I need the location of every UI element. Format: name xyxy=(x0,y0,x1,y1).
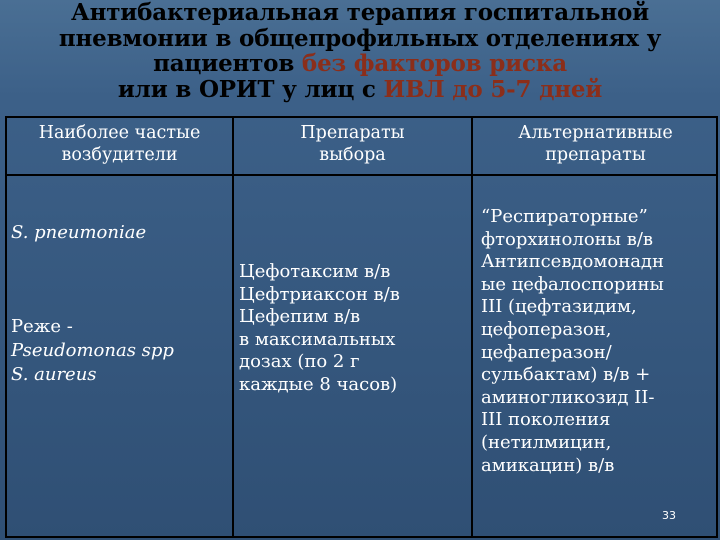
pathogen-pseudomonas xyxy=(11,340,174,363)
alt-line-12: амикацин) в/в xyxy=(481,454,615,476)
alt-line-1: “Респираторные” xyxy=(481,206,648,227)
title-line-4 xyxy=(0,77,720,103)
drug-dose-line-3: каждые 8 часов) xyxy=(239,373,398,395)
pathogen-rare-label: Реже - xyxy=(11,316,73,337)
alt-line-11: (нетилмицин, xyxy=(481,431,612,453)
pathogen-s-pneumoniae: S. pneumoniae xyxy=(11,222,147,243)
drug-ceftriaxone: Цефтриаксон в/в xyxy=(239,283,400,305)
alt-line-9: аминогликозид II- xyxy=(481,386,655,408)
alt-line-6: цефоперазон, xyxy=(481,318,612,340)
header-alternatives-line-2: препараты xyxy=(545,145,646,165)
header-pathogens-line-1: Наиболее частые xyxy=(38,123,201,143)
alt-line-3: Антипсевдомонадн xyxy=(481,251,665,273)
alt-line-5: III (цефтазидим, xyxy=(481,296,637,318)
table-divider-1 xyxy=(232,118,234,536)
header-pathogens xyxy=(7,122,232,166)
alternatives-list xyxy=(481,206,664,477)
alt-line-2: фторхинолоны в/в xyxy=(481,228,654,250)
header-drugs-line-1: Препараты xyxy=(300,123,405,143)
title-line-3-plain: пациентов xyxy=(153,50,302,77)
drug-dose-line-1: в максимальных xyxy=(239,328,396,350)
alt-line-4: ые цефалоспорины xyxy=(481,273,664,295)
drug-cefotaxime: Цефотаксим в/в xyxy=(239,261,391,282)
page-number: 33 xyxy=(662,509,676,522)
slide-title xyxy=(0,0,720,102)
header-drugs xyxy=(234,122,471,166)
alt-line-8: сульбактам) в/в + xyxy=(481,364,651,386)
alt-line-7: цефаперазон/ xyxy=(481,341,612,363)
header-pathogens-line-2: возбудители xyxy=(61,145,178,165)
drugs-list xyxy=(239,261,400,397)
therapy-table xyxy=(5,116,718,538)
title-line-3 xyxy=(0,51,720,77)
title-highlight-ivl: ИВЛ до 5-7 дней xyxy=(383,75,603,103)
table-header-divider xyxy=(7,174,716,176)
pathogen-pseudomonas-spp: spp xyxy=(141,340,174,361)
title-line-4-plain: или в ОРИТ у лиц с xyxy=(117,75,384,103)
pathogen-s-aureus: S. aureus xyxy=(11,364,97,385)
table-divider-2 xyxy=(471,118,473,536)
drug-dose-line-2: дозах (по 2 г xyxy=(239,351,360,373)
title-line-2: пневмонии в общепрофильных отделениях у xyxy=(58,24,662,52)
title-line-1: Антибактериальная терапия госпитальной xyxy=(71,0,649,26)
header-alternatives xyxy=(473,122,718,166)
header-alternatives-line-1: Альтернативные xyxy=(518,123,673,143)
alt-line-10: III поколения xyxy=(481,409,611,431)
header-drugs-line-2: выбора xyxy=(319,145,386,165)
pathogen-pseudomonas-name: Pseudomonas xyxy=(11,340,136,361)
drug-cefepime: Цефепим в/в xyxy=(239,306,361,328)
title-highlight-risk: без факторов риска xyxy=(301,50,567,77)
